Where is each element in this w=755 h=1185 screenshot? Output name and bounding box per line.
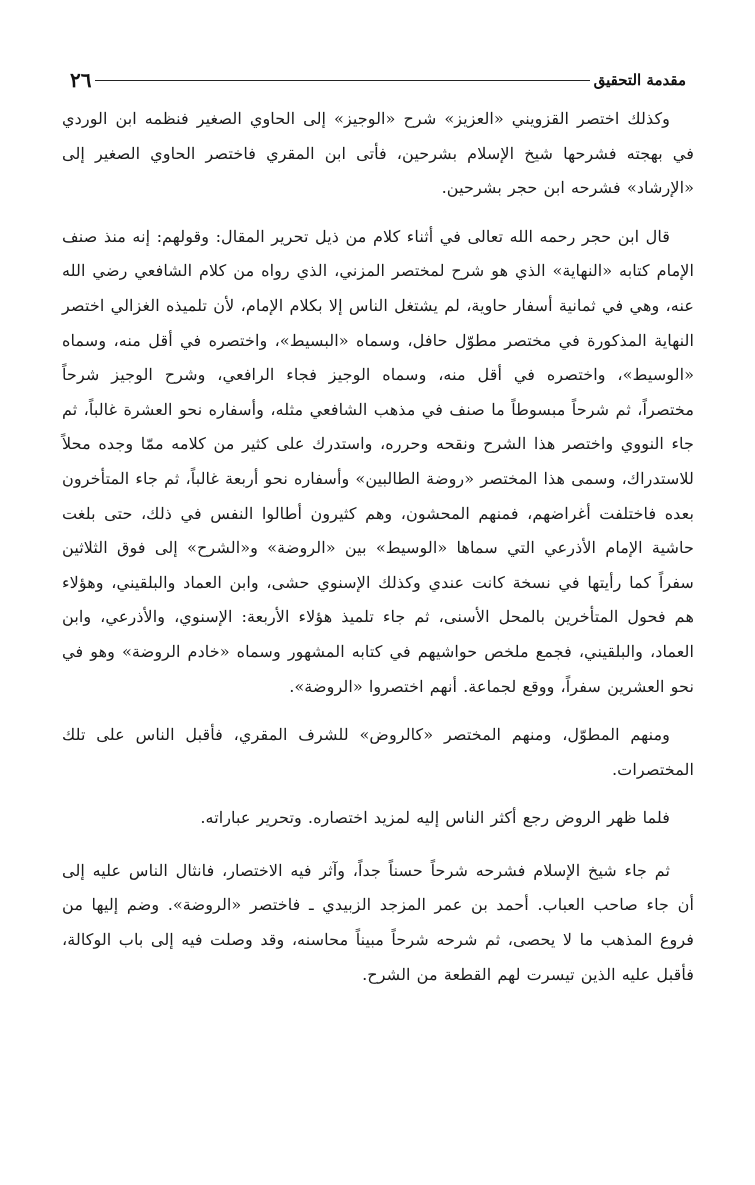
page-body (62, 102, 694, 992)
header-rule (95, 80, 589, 81)
paragraph-1: وكذلك اختصر القزويني «العزيز» شرح «الوجيز» إلى الحاوي الصغير فنظمه ابن الوردي في بهجته فشرحها شيخ الإسلام بشرحين، فأتى ابن المقري فاختصر الحاوي الصغير إلى «الإرشاد» فشرحه ابن حجر بشرحين. (62, 109, 694, 198)
paragraph-5: ثم جاء شيخ الإسلام فشرحه شرحاً حسناً جداً، وآثر فيه الاختصار، فانثال الناس عليه إلى أن جاء صاحب العباب. أحمد بن عمر المزجد الزبيدي ـ فاختصر «الروضة». وضم إليها من فروع المذهب ما لا يحصى، ثم شرحه شرحاً مبيناً محاسنه، وقد وصلت فيه إلى باب الوكالة، فأقبل عليه الذين تيسرت لهم القطعة من الشرح. (62, 860, 694, 984)
paragraph-2: قال ابن حجر رحمه الله تعالى في أثناء كلام من ذيل تحرير المقال: وقولهم: إنه منذ صنف الإمام كتابه «النهاية» الذي هو شرح لمختصر المزني، الذي رواه من كلام الشافعي رضي الله عنه، وهي في ثمانية أسفار حاوية، لم يشتغل الناس إلا بكلام الإمام، لأن تلميذه الغزالي اختصر النهاية المذكورة في مختصر مطوّل حافل، وسماه «البسيط»، واختصره في أقل منه، وسماه «الوسيط»، واختصره في أقل منه، وسماه الوجيز فجاء الرافعي، وشرح الوجيز شرحاً مختصراً، ثم شرحاً مبسوطاً ما صنف في مذهب الشافعي مثله، وأسفاره نحو العشرة غالباً، ثم جاء النووي واختصر هذا الشرح ونقحه وحرره، واستدرك على كثير من كلامه ممّا وجده محلاً للاستدراك، وسمى هذا المختصر «روضة الطالبين» وأسفاره نحو أربعة غالباً، ثم جاء المتأخرون بعده فاختلفت أغراضهم، فمنهم المحشون، وهم كثيرون أطالوا النفس في ذلك، حتى بلغت حاشية الإمام الأذرعي التي سماها «الوسيط» بين «الروضة» و«الشرح» إلى فوق الثلاثين سفراً كما رأيتها في نسخة كانت عندي وكذلك الإسنوي حشى، وابن العماد والبلقيني، وهؤلاء هم فحول المتأخرين بالمحل الأسنى، ثم جاء تلميذ هؤلاء الأربعة: الإسنوي، والأذرعي، وابن العماد، والبلقيني، فجمع ملخص حواشيهم في كتابه المشهور وسماه «خادم الروضة» وهو في نحو العشرين سفراً، ووقع لجماعة. أنهم اختصروا «الروضة». (62, 226, 694, 696)
book-page (62, 64, 694, 1144)
section-title: مقدمة التحقيق (593, 71, 686, 89)
paragraph-3: ومنهم المطوّل، ومنهم المختصر «كالروض» للشرف المقري، فأقبل الناس على تلك المختصرات. (62, 725, 694, 779)
paragraph-4: فلما ظهر الروض رجع أكثر الناس إليه لمزيد اختصاره. وتحرير عباراته. (200, 808, 670, 828)
running-header (62, 64, 694, 96)
page-number: ٢٦ (70, 68, 92, 92)
